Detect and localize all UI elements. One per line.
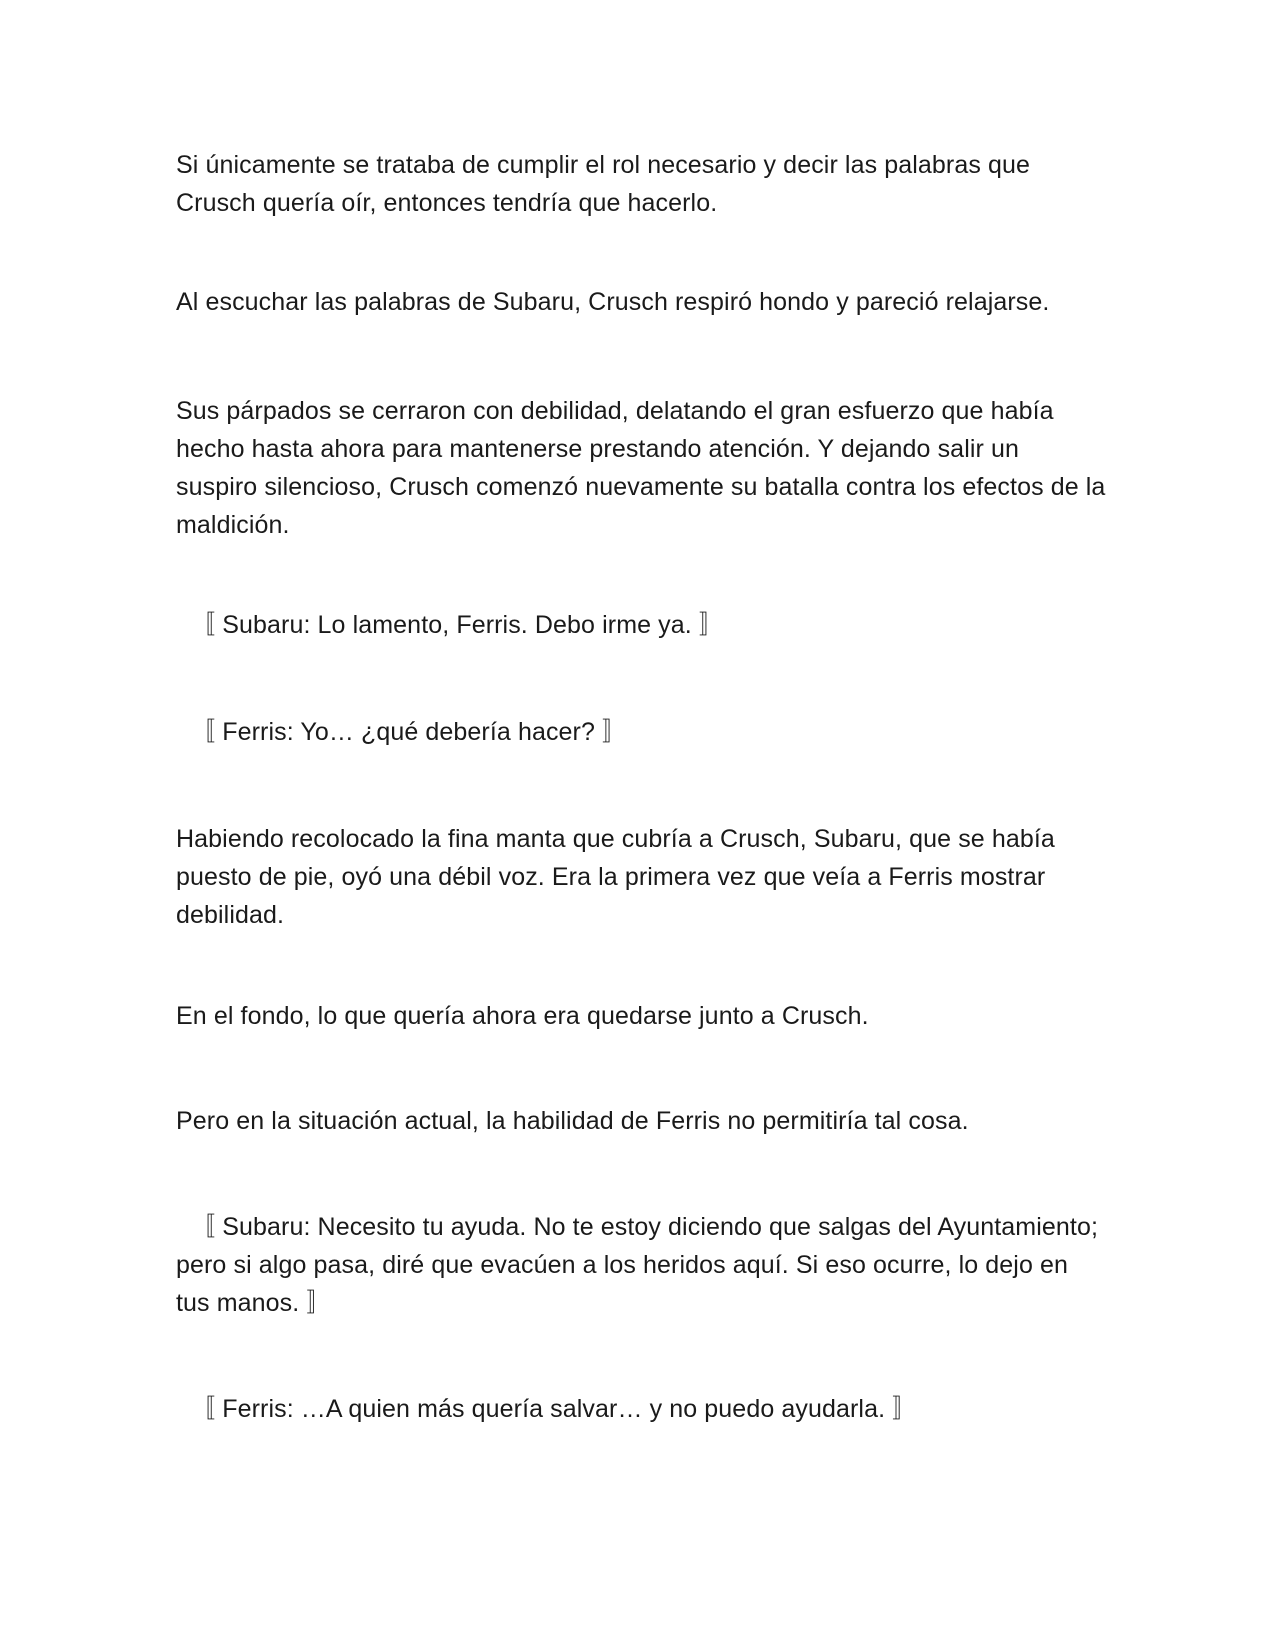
paragraph-narration-4: Habiendo recolocado la fina manta que cubría a Crusch, Subaru, que se había puesto de pie, oyó una débil voz. Era la primera vez que veía a Ferris mostrar debilidad. (176, 825, 1055, 929)
paragraph-narration-2: Al escuchar las palabras de Subaru, Crusch respiró hondo y pareció relajarse. (176, 288, 1050, 316)
dialogue-ferris-1: 〚 Ferris: Yo… ¿qué debería hacer? 〛 (176, 718, 628, 746)
paragraph-narration-6: Pero en la situación actual, la habilidad de Ferris no permitiría tal cosa. (176, 1107, 969, 1135)
dialogue-subaru-2: 〚 Subaru: Necesito tu ayuda. No te estoy diciendo que salgas del Ayuntamiento; pero si algo pasa, diré que evacúen a los heridos aquí. Si eso ocurre, lo dejo en tus manos. 〛 (176, 1213, 1098, 1317)
dialogue-subaru-1: 〚 Subaru: Lo lamento, Ferris. Debo irme ya. 〛 (176, 611, 724, 639)
paragraph-narration-3: Sus párpados se cerraron con debilidad, delatando el gran esfuerzo que había hecho hasta ahora para mantenerse prestando atención. Y dejando salir un suspiro silencioso, Crusch comenzó nuevamente su batalla contra los efectos de la maldición. (176, 397, 1106, 539)
dialogue-ferris-2: 〚 Ferris: …A quien más quería salvar… y no puedo ayudarla. 〛 (176, 1395, 918, 1423)
paragraph-narration-5: En el fondo, lo que quería ahora era quedarse junto a Crusch. (176, 1002, 869, 1030)
paragraph-narration-1: Si únicamente se trataba de cumplir el rol necesario y decir las palabras que Crusch quería oír, entonces tendría que hacerlo. (176, 151, 1030, 217)
